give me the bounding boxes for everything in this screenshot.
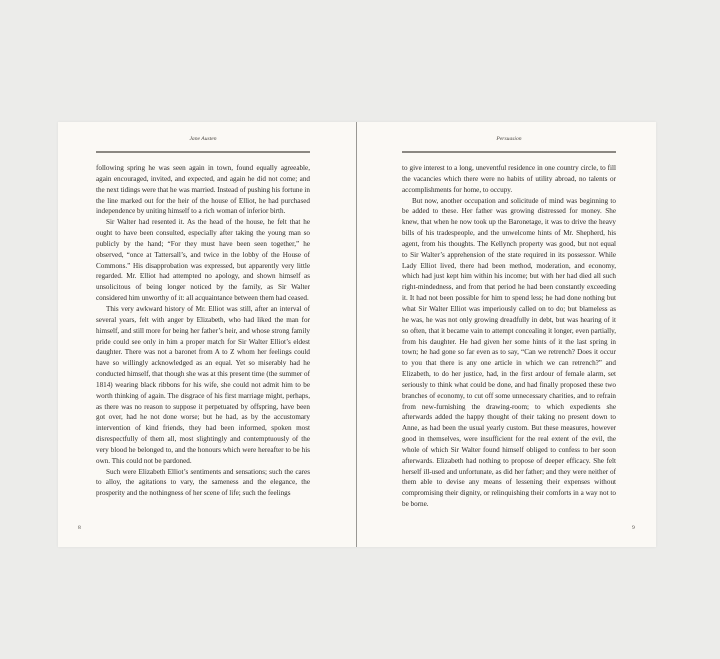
right-page (357, 122, 655, 547)
page-number-right: 9 (632, 525, 635, 531)
right-page-text (402, 163, 616, 510)
running-head-left: Jane Austen (189, 136, 217, 142)
paragraph: Sir Walter had resented it. As the head of the house, he felt that he ought to have been consulted, especially after taking the young man so publicly by the hand; “For they must have been seen together,” he observed, “once at Tattersall’s, and twice in the lobby of the House of Commons.” His disapprobation was expressed, but apparently very little regarded. Mr. Elliot had attempted no apology, and shown himself as unsolicitous of being longer noticed by the family, as Sir Walter considered him unworthy of it: all acquaintance between them had ceased. (96, 218, 310, 303)
paragraph: following spring he was seen again in town, found equally agreeable, again encouraged, invited, and expected, and again he did not come; and the next tidings were that he was married. Instead of pushing his fortune in the line marked out for the heir of the house of Elliot, he had purchased independence by uniting himself to a rich woman of inferior birth. (96, 164, 310, 216)
header-rule-right (402, 151, 616, 153)
paragraph: Such were Elizabeth Elliot’s sentiments and sensations; such the cares to alloy, the agitations to vary, the sameness and the elegance, the prosperity and the nothingness of her scene of life; such the feelings (96, 467, 310, 498)
paragraph: This very awkward history of Mr. Elliot was still, after an interval of several years, felt with anger by Elizabeth, who had liked the man for himself, and still more for being her father’s heir, and whose strong family pride could see only in him a proper match for Sir Walter Elliot’s eldest daughter. There was not a baronet from A to Z whom her feelings could have so willingly acknowledged as an equal. Yet so miserably had he conducted himself, that though she was at this present time (the summer of 1814) wearing black ribbons for his wife, she could not admit him to be worth thinking of again. The disgrace of his first marriage might, perhaps, as there was no reason to suppose it perpetuated by offspring, have been got over, had he not done worse; but he had, as by the accustomary intervention of kind friends, they had been informed, spoken most disrespectfully of them all, most slightingly and contemptuously of the very blood he belonged to, and the honours which were hereafter to be his own. This could not be pardoned. (96, 304, 310, 465)
paragraph: to give interest to a long, uneventful residence in one country circle, to fill the vacancies which there were no habits of utility abroad, no talents or accomplishments for home, to occupy. (402, 164, 616, 194)
running-head-right: Persuasion (496, 136, 522, 142)
left-page-text (96, 163, 310, 499)
left-page (58, 122, 356, 547)
page-number-left: 8 (78, 525, 81, 531)
paragraph: But now, another occupation and solicitude of mind was beginning to be added to these. Her father was growing distressed for money. She knew, that when he now took up the Baronetage, it was to drive the heavy bills of his tradespeople, and the unwelcome hints of Mr. Shepherd, his agent, from his thoughts. The Kellynch property was good, but not equal to Sir Walter’s apprehension of the state required in its possessor. While Lady Elliot lived, there had been method, moderation, and economy, which had just kept him within his income; but with her had died all such right-mindedness, and from that period he had been constantly exceeding it. It had not been possible for him to spend less; he had done nothing but what Sir Walter Elliot was imperiously called on to do; but blameless as he was, he was not only growing dreadfully in debt, but was hearing of it so often, that it became vain to attempt concealing it longer, even partially, from his daughter. He had given her some hints of it the last spring in town; he had gone so far even as to say, “Can we retrench? Does it occur to you that there is any one article in which we can retrench?” and Elizabeth, to do her justice, had, in the first ardour of female alarm, set seriously to think what could be done, and had finally proposed these two branches of economy, to cut off some unnecessary charities, and to refrain from new-furnishing the drawing-room; to which expedients she afterwards added the happy thought of their taking no present down to Anne, as had been the usual yearly custom. But these measures, however good in themselves, were insufficient for the real extent of the evil, the whole of which Sir Walter found himself obliged to confess to her soon afterwards. Elizabeth had nothing to propose of deeper efficacy. She felt herself ill-used and unfortunate, as did her father; and they were neither of them able to devise any means of lessening their expenses without compromising their dignity, or relinquishing their comforts in a way not to be borne. (402, 196, 616, 509)
book-spread (58, 122, 656, 547)
header-rule-left (96, 151, 310, 153)
